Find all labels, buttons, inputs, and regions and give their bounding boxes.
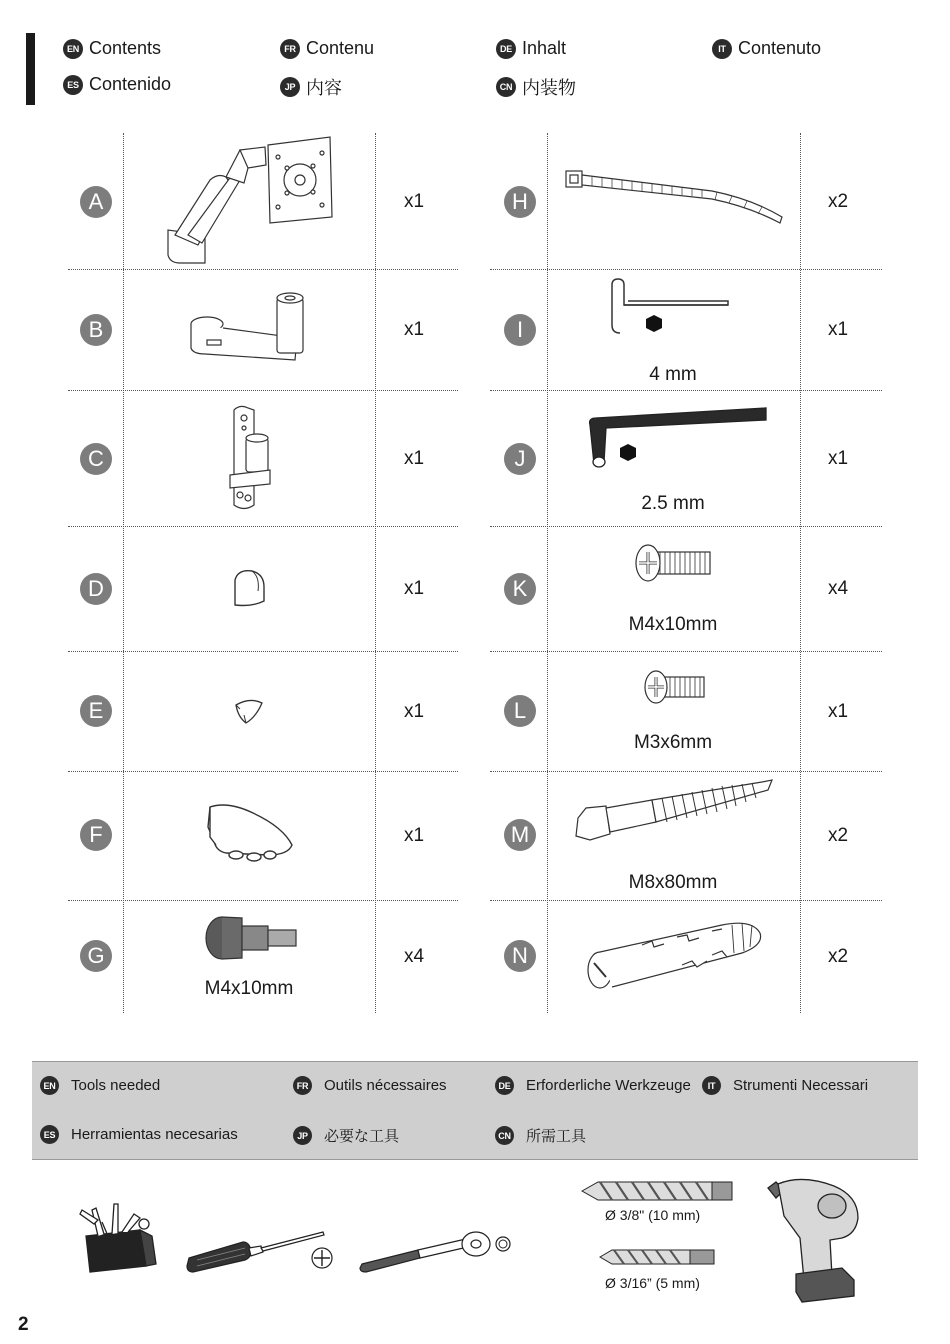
lang-badge: CN xyxy=(495,1126,514,1145)
end-cap-icon xyxy=(230,565,270,610)
lang-badge: DE xyxy=(495,1076,514,1095)
row-divider xyxy=(490,651,882,652)
part-qty-h: x2 xyxy=(828,191,849,212)
part-size-j: 2.5 mm xyxy=(641,493,705,514)
lag-bolt-icon xyxy=(572,778,777,850)
row-divider xyxy=(490,390,882,391)
lang-badge: ES xyxy=(63,75,83,95)
wall-anchor-icon xyxy=(582,915,772,995)
lang-en-contents xyxy=(63,38,161,59)
part-size-l: M3x6mm xyxy=(633,732,713,753)
cable-tie-icon xyxy=(562,165,787,230)
lang-cn-contents xyxy=(496,74,576,100)
tools-lang-en xyxy=(40,1076,160,1095)
tools-lang-label: Outils nécessaires xyxy=(324,1077,447,1094)
tools-lang-cn xyxy=(495,1125,586,1146)
tools-lang-label: 所需工具 xyxy=(526,1128,587,1145)
tools-lang-label: Erforderliche Werkzeuge xyxy=(526,1077,691,1094)
screwdriver-icon xyxy=(185,1228,335,1278)
lang-label: Contents xyxy=(89,38,162,58)
lang-jp-contents xyxy=(280,74,342,100)
lang-badge: JP xyxy=(280,77,300,97)
lang-de-contents xyxy=(496,38,566,59)
part-qty-a: x1 xyxy=(404,191,425,212)
grid-divider xyxy=(123,133,124,1013)
part-letter-j: J xyxy=(504,443,536,475)
socket-wrench-icon xyxy=(358,1222,518,1277)
part-letter-b: B xyxy=(80,314,112,346)
part-qty-d: x1 xyxy=(404,578,425,599)
part-letter-g: G xyxy=(80,940,112,972)
hex-key-2-5mm-icon xyxy=(580,400,770,475)
part-letter-a: A xyxy=(80,186,112,218)
grid-divider xyxy=(800,133,801,1013)
lang-badge: ES xyxy=(40,1125,59,1144)
part-qty-c: x1 xyxy=(404,448,425,469)
power-drill-icon xyxy=(762,1176,867,1306)
thumb-screw-icon xyxy=(200,912,300,964)
grid-divider xyxy=(375,133,376,1013)
lang-badge: FR xyxy=(280,39,300,59)
row-divider xyxy=(68,390,458,391)
wall-bracket-icon xyxy=(220,400,280,515)
part-letter-n: N xyxy=(504,940,536,972)
lang-badge: IT xyxy=(702,1076,721,1095)
part-qty-k: x4 xyxy=(828,578,849,599)
part-letter-e: E xyxy=(80,695,112,727)
hex-key-4mm-icon xyxy=(600,275,740,345)
row-divider xyxy=(490,900,882,901)
lang-label: 内装物 xyxy=(522,78,576,98)
tools-lang-label: Tools needed xyxy=(71,1077,161,1094)
tools-lang-label: Herramientas necesarias xyxy=(71,1126,238,1143)
lang-es-contents xyxy=(63,74,171,95)
lang-badge: JP xyxy=(293,1126,312,1145)
tools-lang-it xyxy=(702,1076,868,1095)
part-letter-l: L xyxy=(504,695,536,727)
part-qty-g: x4 xyxy=(404,946,425,967)
part-qty-e: x1 xyxy=(404,701,425,722)
tools-lang-es xyxy=(40,1125,238,1144)
part-qty-i: x1 xyxy=(828,319,849,340)
part-size-m: M8x80mm xyxy=(628,872,718,893)
machine-screw-m3-icon xyxy=(640,666,710,710)
lang-label: Contenuto xyxy=(738,38,822,58)
lang-label: Inhalt xyxy=(522,38,567,58)
part-letter-m: M xyxy=(504,819,536,851)
lang-label: Contenido xyxy=(89,74,172,94)
lang-badge: IT xyxy=(712,39,732,59)
part-qty-m: x2 xyxy=(828,825,849,846)
lang-badge: EN xyxy=(40,1076,59,1095)
part-qty-j: x1 xyxy=(828,448,849,469)
machine-screw-m4-icon xyxy=(630,540,715,590)
tools-lang-jp xyxy=(293,1125,399,1146)
part-qty-f: x1 xyxy=(404,825,425,846)
tools-needed-panel xyxy=(32,1061,918,1160)
part-size-g: M4x10mm xyxy=(204,978,294,999)
tools-lang-fr xyxy=(293,1076,447,1095)
part-letter-k: K xyxy=(504,573,536,605)
tools-lang-label: Strumenti Necessari xyxy=(733,1077,869,1094)
part-qty-b: x1 xyxy=(404,319,425,340)
lang-label: Contenu xyxy=(306,38,375,58)
part-size-k: M4x10mm xyxy=(628,614,718,635)
page-number: 2 xyxy=(18,1314,29,1335)
lang-badge: EN xyxy=(63,39,83,59)
small-cap-icon xyxy=(232,695,268,727)
monitor-arm-icon xyxy=(160,135,340,265)
lang-label: 内容 xyxy=(306,78,342,98)
drill-bit-5mm-label: Ø 3/16” (5 mm) xyxy=(605,1275,700,1291)
part-letter-c: C xyxy=(80,443,112,475)
row-divider xyxy=(68,771,458,772)
part-qty-l: x1 xyxy=(828,701,849,722)
drill-bit-10mm-icon xyxy=(580,1178,735,1204)
part-letter-f: F xyxy=(80,819,112,851)
row-divider xyxy=(490,526,882,527)
extension-arm-icon xyxy=(185,288,315,368)
part-letter-i: I xyxy=(504,314,536,346)
lang-badge: CN xyxy=(496,77,516,97)
part-qty-n: x2 xyxy=(828,946,849,967)
part-size-i: 4 mm xyxy=(649,364,697,385)
toolbox-icon xyxy=(78,1200,158,1275)
row-divider xyxy=(68,900,458,901)
header-bar xyxy=(26,33,35,105)
lang-badge: DE xyxy=(496,39,516,59)
row-divider xyxy=(490,269,882,270)
part-letter-d: D xyxy=(80,573,112,605)
drill-bit-10mm-label: Ø 3/8" (10 mm) xyxy=(605,1207,701,1223)
tools-lang-label: 必要な工具 xyxy=(324,1128,400,1145)
row-divider xyxy=(490,771,882,772)
part-letter-h: H xyxy=(504,186,536,218)
row-divider xyxy=(68,651,458,652)
row-divider xyxy=(68,526,458,527)
row-divider xyxy=(68,269,458,270)
lang-badge: FR xyxy=(293,1076,312,1095)
cable-cover-icon xyxy=(198,797,298,869)
lang-it-contents xyxy=(712,38,821,59)
tools-lang-de xyxy=(495,1076,691,1095)
drill-bit-5mm-icon xyxy=(598,1246,716,1268)
lang-fr-contents xyxy=(280,38,374,59)
